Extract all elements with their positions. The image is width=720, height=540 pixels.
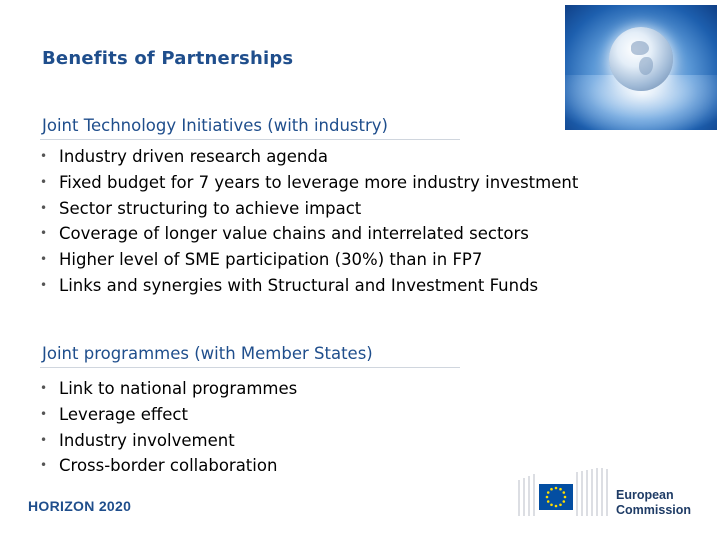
globe-image	[565, 5, 717, 130]
section-heading-jti: Joint Technology Initiatives (with industry)	[42, 116, 388, 135]
bullet-text: Links and synergies with Structural and Investment Funds	[59, 275, 539, 295]
bullet-text: Leverage effect	[59, 404, 188, 424]
bullet-text: Link to national programmes	[59, 379, 298, 398]
continent-shape	[631, 41, 649, 55]
bullet-icon: •	[40, 252, 48, 267]
horizon-2020-logo: HORIZON 2020	[28, 498, 132, 514]
berlaymont-building-icon	[517, 466, 613, 518]
list-item	[40, 170, 578, 196]
wordmark-line: European	[616, 488, 674, 502]
bullet-text: Sector structuring to achieve impact	[59, 198, 362, 218]
list-item	[40, 221, 578, 247]
list-item	[40, 376, 297, 402]
divider	[40, 367, 460, 368]
wordmark-line: Commission	[616, 503, 692, 517]
continent-shape	[639, 57, 653, 75]
bullet-icon: •	[40, 149, 48, 163]
list-item	[40, 196, 578, 222]
bullet-icon: •	[40, 174, 48, 189]
list-item	[40, 144, 578, 170]
bullet-text: Industry involvement	[59, 430, 235, 450]
list-item	[40, 247, 578, 273]
bullet-icon: •	[40, 226, 48, 241]
bullet-icon: •	[40, 200, 48, 215]
bullet-icon: •	[40, 381, 48, 395]
slide-title: Benefits of Partnerships	[42, 48, 294, 69]
list-item	[40, 428, 297, 454]
bullet-icon: •	[40, 432, 48, 447]
bullet-text: Coverage of longer value chains and interrelated sectors	[59, 224, 529, 244]
bullet-text: Cross-border collaboration	[59, 456, 278, 476]
bullet-icon: •	[40, 277, 48, 292]
bullet-text: Industry driven research agenda	[59, 147, 328, 166]
european-commission-logo	[517, 466, 697, 518]
bullet-list-jti	[40, 144, 578, 299]
section-heading-joint-programmes: Joint programmes (with Member States)	[42, 344, 373, 363]
list-item	[40, 402, 297, 428]
european-commission-wordmark	[616, 488, 691, 518]
bullet-list-joint-programmes	[40, 376, 297, 479]
bullet-icon: •	[40, 458, 48, 473]
bullet-text: Fixed budget for 7 years to leverage more industry investment	[59, 172, 579, 192]
globe-icon	[609, 27, 673, 91]
bullet-text: Higher level of SME participation (30%) than in FP7	[59, 250, 483, 270]
divider	[40, 139, 460, 140]
bullet-icon: •	[40, 406, 48, 421]
list-item	[40, 453, 297, 479]
list-item	[40, 273, 578, 299]
